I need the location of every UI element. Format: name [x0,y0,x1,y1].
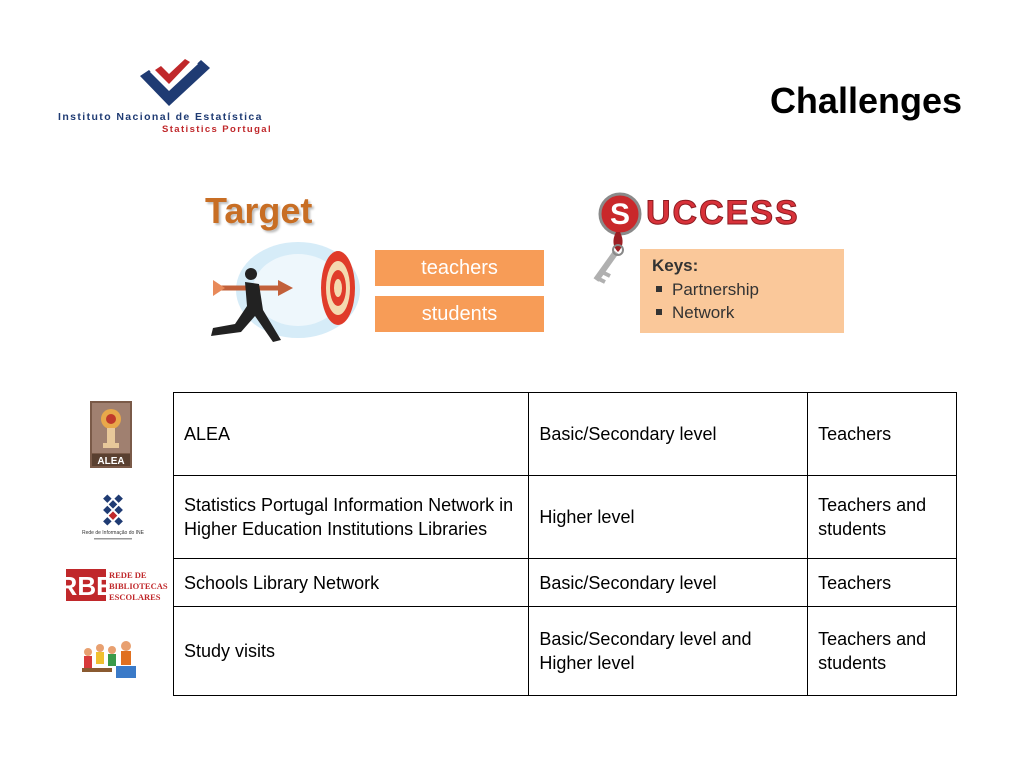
logo-institute-name: Instituto Nacional de Estatística [58,111,263,123]
audience-cell: Teachers and students [808,476,957,559]
success-text: UCCESS [646,194,800,232]
runner-target-icon [203,240,363,350]
table-row [174,559,957,607]
level-cell: Basic/Secondary level [529,559,808,607]
bullet-icon [656,286,662,292]
key-item-label: Network [672,303,735,322]
level-cell: Higher level [529,476,808,559]
rede-ine-logo-icon [82,496,144,544]
rede-ine-logo-text: Rede de Informação do INE [82,530,144,536]
rbe-logo-icon [58,567,168,603]
programs-table [173,392,957,696]
table-row [174,393,957,476]
table-row [174,607,957,696]
ine-logo-icon [135,58,210,108]
keys-title: Keys: [652,256,699,275]
table-row [174,476,957,559]
svg-text:RBE: RBE [58,571,114,601]
key-item [652,278,832,301]
key-item-label: Partnership [672,280,759,299]
audience-cell: Teachers and students [808,607,957,696]
target-heading: Target [205,190,313,231]
logo-institute-subtitle: Statistics Portugal [162,124,273,135]
program-cell: ALEA [174,393,529,476]
audience-students-box: students [375,296,544,332]
alea-logo-text: ALEA [97,456,125,467]
page-title: Challenges [769,80,962,121]
keys-box [640,249,844,333]
alea-logo-icon [90,401,132,468]
level-cell: Basic/Secondary level and Higher level [529,607,808,696]
key-item [652,301,832,324]
program-cell: Statistics Portugal Information Network in Higher Education Institutions Libraries [174,476,529,559]
study-visits-people-icon [80,640,140,680]
program-cell: Schools Library Network [174,559,529,607]
level-cell: Basic/Secondary level [529,393,808,476]
audience-cell: Teachers [808,559,957,607]
program-cell: Study visits [174,607,529,696]
bullet-icon [656,309,662,315]
svg-text:BIBLIOTECAS: BIBLIOTECAS [109,581,168,591]
svg-text:S: S [609,198,631,231]
svg-text:REDE DE: REDE DE [109,570,147,580]
audience-cell: Teachers [808,393,957,476]
svg-text:ESCOLARES: ESCOLARES [109,592,161,602]
audience-teachers-box: teachers [375,250,544,286]
